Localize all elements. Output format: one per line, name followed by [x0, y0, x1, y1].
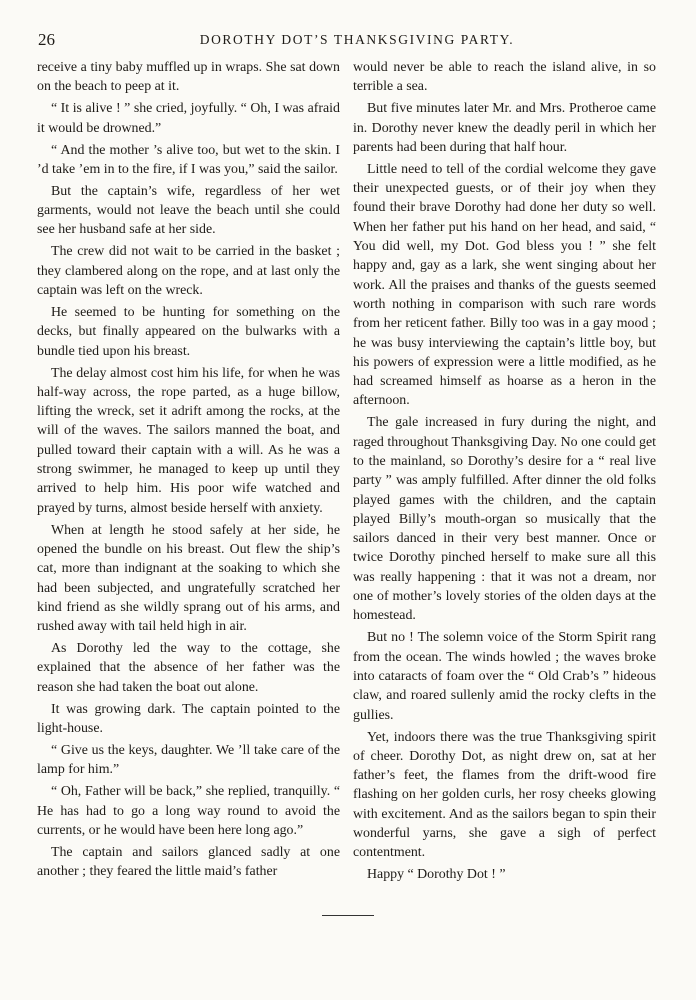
- paragraph: But no ! The solemn voice of the Storm Spirit rang from the ocean. The winds howled ; the waves broke into cataracts of foam over the “ Old Crab’s ” hideous claw, and roared sullenly amid the rocky clefts in the gullies.: [353, 630, 656, 723]
- page-number: 26: [38, 30, 55, 49]
- paragraph: “ Give us the keys, daughter. We ’ll take care of the lamp for him.”: [37, 742, 340, 778]
- paragraph: receive a tiny baby muffled up in wraps. She sat down on the beach to peep at it.: [37, 60, 340, 95]
- end-rule: [322, 915, 374, 916]
- right-column: [353, 58, 656, 887]
- paragraph: As Dorothy led the way to the cottage, she explained that the absence of her father was the reason she had taken the boat out alone.: [37, 641, 340, 695]
- paragraph: But the captain’s wife, regardless of her wet garments, would not leave the beach until she could see her husband safe at her side.: [37, 183, 340, 238]
- paragraph: “ And the mother ’s alive too, but wet to the skin. I ’d take ’em in to the fire, if I was you,” said the sailor.: [37, 142, 340, 177]
- paragraph: The captain and sailors glanced sadly at one another ; they feared the little maid’s father: [37, 844, 340, 880]
- paragraph: would never be able to reach the island alive, in so terrible a sea.: [353, 60, 656, 95]
- paragraph: But five minutes later Mr. and Mrs. Protheroe came in. Dorothy never knew the deadly peril in which her parents had been during that half hour.: [353, 101, 656, 155]
- paragraph: Yet, indoors there was the true Thanksgiving spirit of cheer. Dorothy Dot, as night drew on, sat at her father’s feet, the flames from the drift-wood fire flashing on her golden curls, her rosy cheeks glowing with excitement. And as the sailors began to spin their wonderful yarns, she gave a sigh of perfect contentment.: [353, 729, 656, 861]
- paragraph: The gale increased in fury during the night, and raged throughout Thanksgiving Day. No one could get to the mainland, so Dorothy’s desire for a “ real live party ” was amply fulfilled. After dinner the old folks played games with the children, and the captain played Billy’s mouth-organ so musically that the sailors danced in their very best manner. Once or twice Dorothy pinched herself to make sure all this was really happening : that it was not a dream, nor one of mother’s lovely stories of the olden days at the homestead.: [353, 415, 656, 624]
- paragraph: He seemed to be hunting for something on the decks, but finally appeared on the bulwarks with a bundle tied upon his breast.: [37, 305, 340, 359]
- paragraph: Happy “ Dorothy Dot ! ”: [367, 867, 506, 883]
- paragraph: When at length he stood safely at her side, he opened the bundle on his breast. Out flew the ship’s cat, more than indignant at the soaking to which she had been subjected, and ungratefully scratched her kind friend as she wildly sprang out of his arms, and rushed away with tail held high in air.: [37, 522, 340, 635]
- page-header: [38, 30, 656, 50]
- paragraph: Little need to tell of the cordial welcome they gave their unexpected guests, or of their joy when they found their brave Dorothy had done her duty so well. When her father put his hand on her head, and said, “ You did well, my Dot. God bless you ! ” she felt happy and, gay as a lark, she went singing about her work. All the praises and thanks of the guests seemed worth nothing in comparison with such rare words from her reticent father. Billy too was in a gay mood ; he was busy interviewing the captain’s little boy, but his powers of expression were a little modified, as he had screamed himself as hoarse as a heron in the afternoon.: [353, 161, 656, 409]
- running-title: DOROTHY DOT’S THANKSGIVING PARTY.: [199, 32, 515, 47]
- left-column: [37, 58, 340, 884]
- paragraph: The crew did not wait to be carried in the basket ; they clambered along on the rope, and at last only the captain was left on the wreck.: [37, 244, 340, 299]
- paragraph: The delay almost cost him his life, for when he was half-way across, the rope parted, as a huge billow, lifting the wreck, set it adrift among the rocks, at the will of the waves. The sailors manned the boat, and pulled toward their captain with a will. As he was a strong swimmer, he managed to keep up until they arrived to help him. His poor wife watched and prayed by turns, almost beside herself with anxiety.: [37, 365, 340, 516]
- paragraph: It was growing dark. The captain pointed to the light-house.: [37, 701, 340, 736]
- paragraph: “ Oh, Father will be back,” she replied, tranquilly. “ He has had to go a long way round to avoid the currents, or he would have been here long ago.”: [37, 784, 340, 838]
- paragraph: “ It is alive ! ” she cried, joyfully. “ Oh, I was afraid it would be drowned.”: [37, 101, 340, 136]
